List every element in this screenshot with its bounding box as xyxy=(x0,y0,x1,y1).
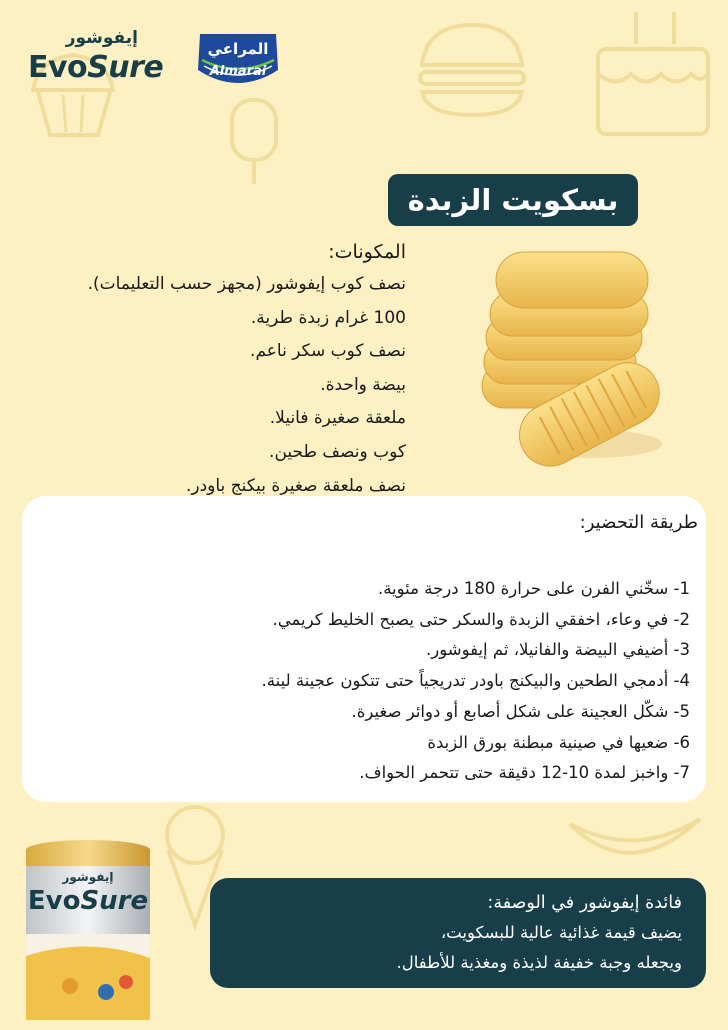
evosure-logo xyxy=(24,28,164,88)
step-item: 5- شكّل العجينة على شكل أصابع أو دوائر صغيرة. xyxy=(351,701,690,721)
product-can-icon xyxy=(22,836,154,1026)
ingredient-item: نصف كوب سكر ناعم. xyxy=(250,341,406,362)
ingredients-heading: المكونات: xyxy=(328,241,406,263)
ingredient-item: 100 غرام زبدة طرية. xyxy=(250,307,406,328)
ingredients-list xyxy=(6,236,406,503)
almarai-logo-english: Almarai xyxy=(209,64,267,79)
step-item: 6- ضعيها في صينية مبطنة بورق الزبدة xyxy=(427,732,690,752)
can-brand-arabic: إيفوشور xyxy=(62,870,114,884)
step-item: 1- سخّني الفرن على حرارة 180 درجة مئوية. xyxy=(377,579,690,598)
ingredient-item: نصف كوب إيفوشور (مجهز حسب التعليمات). xyxy=(87,274,406,294)
almarai-logo-arabic: المراعي xyxy=(207,40,269,58)
recipe-title xyxy=(388,174,638,226)
method-heading: طريقة التحضير: xyxy=(579,512,698,533)
ingredient-item: ملعقة صغيرة فانيلا. xyxy=(269,408,406,429)
step-item: 2- في وعاء، اخفقي الزبدة والسكر حتى يصبح الخليط كريمي. xyxy=(272,609,690,629)
benefit-line: يضيف قيمة غذائية عالية للبسكويت، xyxy=(440,923,682,942)
benefit-line: ويجعله وجبة خفيفة لذيذة ومغذية للأطفال. xyxy=(396,953,682,972)
ingredient-item: نصف ملعقة صغيرة بيكنج باودر. xyxy=(185,475,406,496)
steps-list xyxy=(50,574,690,789)
butter-cookies-image xyxy=(474,244,670,474)
banana-doodle-icon xyxy=(560,804,710,874)
benefit-box xyxy=(210,878,706,988)
evosure-logo-arabic: إيفوشور xyxy=(65,28,138,48)
can-brand-english: EvoSure xyxy=(27,886,149,916)
popsicle-doodle-icon xyxy=(224,96,284,186)
step-item: 7- واخبز لمدة 10-12 دقيقة حتى تتحمر الحواف. xyxy=(359,763,690,783)
cake-doodle-icon xyxy=(586,4,716,144)
step-item: 4- أدمجي الطحين والبيكنج باودر تدريجياً حتى تتكون عجينة لينة. xyxy=(261,671,690,691)
almarai-logo xyxy=(192,30,284,92)
recipe-title-text: بسكويت الزبدة xyxy=(407,183,619,217)
evosure-product-can xyxy=(22,836,154,1026)
step-item: 3- أضيفي البيضة والفانيلا، ثم إيفوشور. xyxy=(426,640,690,660)
benefit-title: فائدة إيفوشور في الوصفة: xyxy=(487,893,682,913)
evosure-logo-english: EvoSure xyxy=(28,50,164,85)
burger-doodle-icon xyxy=(412,20,532,120)
ingredient-item: بيضة واحدة. xyxy=(320,374,406,395)
ingredient-item: كوب ونصف طحين. xyxy=(269,441,406,462)
